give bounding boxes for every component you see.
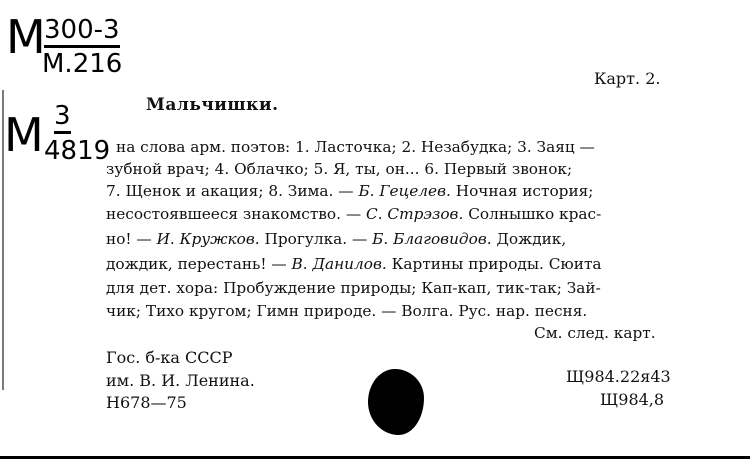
body-line-7: для дет. хора: Пробуждение природы; Кап-кап, тик-так; Зай- xyxy=(106,279,601,297)
handwritten-letter-top: M xyxy=(6,10,46,64)
body-line-2: зубной врач; 4. Облачко; 5. Я, ты, он... 6. Первый звонок; xyxy=(106,160,573,178)
body-line-9: См. след. карт. xyxy=(534,324,656,342)
ink-stamp-blot xyxy=(368,369,424,435)
body-text: Прогулка. — xyxy=(259,230,373,248)
body-line-3 xyxy=(106,181,593,201)
body-text: 7. Щенок и акация; 8. Зима. — xyxy=(106,182,359,200)
body-text: Картины природы. Сюита xyxy=(386,255,602,273)
bottom-border-line xyxy=(0,456,750,459)
handwritten-code-top-2: M.216 xyxy=(42,49,123,79)
classification-code-1: Щ984.22я43 xyxy=(566,367,671,386)
card-title: Мальчишки. xyxy=(146,95,279,115)
body-line-5 xyxy=(106,229,566,249)
body-text: но! — xyxy=(106,230,157,248)
card-number-label: Карт. 2. xyxy=(594,69,661,88)
body-text: Дождик, xyxy=(491,230,567,248)
body-line-6 xyxy=(106,254,602,274)
handwritten-code-top-1: 300-3 xyxy=(44,16,120,48)
body-line-4 xyxy=(106,204,601,224)
library-line-2: им. В. И. Ленина. xyxy=(106,371,255,390)
author-name: В. Данилов. xyxy=(291,255,387,273)
library-line-1: Гос. б-ка СССР xyxy=(106,348,233,367)
body-text: несостоявшееся знакомство. — xyxy=(106,205,366,223)
body-text: Ночная история; xyxy=(450,182,594,200)
author-name: Б. Гецелев. xyxy=(358,182,451,200)
body-text: дождик, перестань! — xyxy=(106,255,292,273)
author-name: С. Стрэзов. xyxy=(366,205,464,223)
handwritten-letter-bottom: M xyxy=(4,108,44,162)
library-line-3: Н678—75 xyxy=(106,393,187,412)
author-name: И. Кружков. xyxy=(156,230,260,248)
author-name: Б. Благовидов. xyxy=(372,230,492,248)
handwritten-code-bottom-1: 3 xyxy=(54,102,71,134)
body-line-8: чик; Тихо кругом; Гимн природе. — Волга. Рус. нар. песня. xyxy=(106,302,588,320)
handwritten-code-bottom-2: 4819 xyxy=(44,136,111,166)
classification-code-2: Щ984,8 xyxy=(600,390,665,409)
left-margin-line xyxy=(2,90,4,390)
body-line-1: на слова арм. поэтов: 1. Ласточка; 2. Незабудка; 3. Заяц — xyxy=(116,138,595,156)
body-text: Солнышко крас- xyxy=(463,205,602,223)
